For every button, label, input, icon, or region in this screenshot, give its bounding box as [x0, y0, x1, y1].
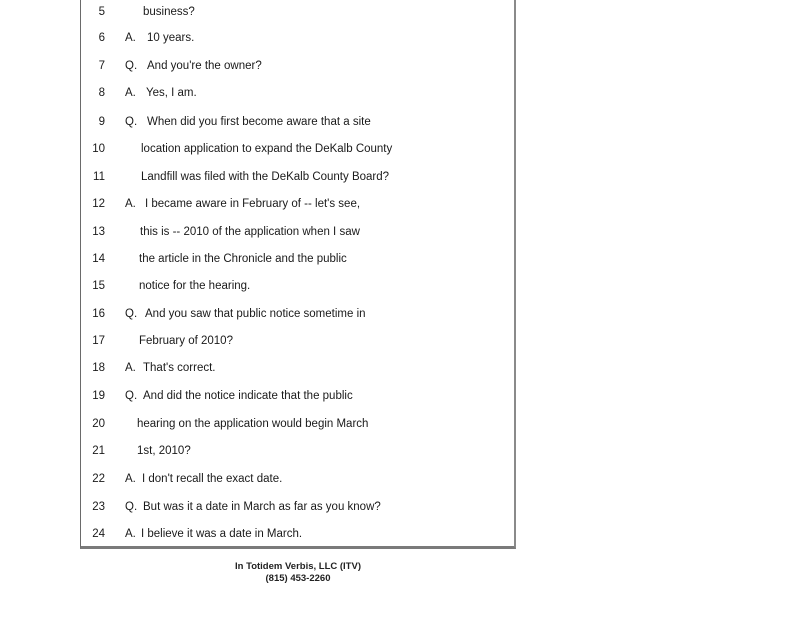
line-text: When did you first become aware that a site: [147, 116, 371, 128]
speaker-label: Q.: [125, 390, 138, 402]
line-text: I don't recall the exact date.: [142, 473, 283, 485]
line-number: 19: [92, 390, 105, 402]
transcript-line: [81, 250, 511, 268]
line-text: Landfill was filed with the DeKalb County Board?: [141, 171, 390, 183]
speaker-label: A.: [125, 87, 136, 99]
speaker-label: Q.: [125, 308, 138, 320]
line-number: 22: [92, 473, 105, 485]
speaker-label: A.: [125, 528, 136, 540]
transcript-line: [81, 305, 511, 323]
line-text: this is -- 2010 of the application when I saw: [140, 226, 360, 238]
line-number: 18: [92, 362, 105, 374]
footer-company: In Totidem Verbis, LLC (ITV): [235, 561, 361, 572]
line-text: location application to expand the DeKalb County: [141, 143, 393, 155]
line-text: But was it a date in March as far as you know?: [143, 501, 381, 513]
speaker-label: Q.: [125, 501, 138, 513]
transcript-line: [81, 332, 511, 350]
line-number: 9: [98, 116, 105, 128]
speaker-label: Q.: [125, 60, 138, 72]
transcript-line: [81, 3, 511, 21]
line-number: 7: [98, 60, 105, 72]
speaker-label: A.: [125, 473, 136, 485]
transcript-line: [81, 57, 511, 75]
line-text: February of 2010?: [139, 335, 233, 347]
transcript-line: [81, 113, 511, 131]
line-text: the article in the Chronicle and the public: [139, 253, 347, 265]
line-text: business?: [143, 6, 195, 18]
line-text: hearing on the application would begin March: [137, 418, 369, 430]
transcript-line: [81, 470, 511, 488]
transcript-line: [81, 168, 511, 186]
line-number: 10: [92, 143, 105, 155]
line-number: 12: [92, 198, 105, 210]
line-number: 24: [92, 528, 105, 540]
line-text: 1st, 2010?: [137, 445, 191, 457]
speaker-label: A.: [125, 32, 136, 44]
speaker-label: A.: [125, 362, 136, 374]
line-number: 21: [92, 445, 105, 457]
transcript-line: [81, 140, 511, 158]
transcript-line: [81, 525, 511, 543]
line-text: notice for the hearing.: [139, 280, 251, 292]
line-number: 15: [92, 280, 105, 292]
line-number: 23: [92, 501, 105, 513]
transcript-page: [80, 0, 516, 549]
transcript-line: [81, 84, 511, 102]
line-number: 14: [92, 253, 105, 265]
line-number: 5: [98, 6, 105, 18]
transcript-line: [81, 223, 511, 241]
transcript-line: [81, 415, 511, 433]
transcript-line: [81, 29, 511, 47]
transcript-line: [81, 442, 511, 460]
line-text: And you're the owner?: [147, 60, 262, 72]
line-number: 13: [92, 226, 105, 238]
transcript-line: [81, 277, 511, 295]
transcript-line: [81, 359, 511, 377]
line-number: 11: [93, 171, 105, 183]
speaker-label: A.: [125, 198, 136, 210]
line-number: 17: [92, 335, 105, 347]
line-text: Yes, I am.: [146, 87, 197, 99]
line-number: 8: [98, 87, 105, 99]
line-text: That's correct.: [143, 362, 216, 374]
line-number: 6: [98, 32, 105, 44]
line-number: 20: [92, 418, 105, 430]
transcript-line: [81, 195, 511, 213]
line-text: And you saw that public notice sometime in: [145, 308, 366, 320]
transcript-line: [81, 387, 511, 405]
line-number: 16: [92, 308, 105, 320]
line-text: I believe it was a date in March.: [141, 528, 303, 540]
line-text: And did the notice indicate that the public: [143, 390, 353, 402]
footer-phone: (815) 453-2260: [265, 573, 331, 584]
line-text: I became aware in February of -- let's see,: [145, 198, 361, 210]
transcript-line: [81, 498, 511, 516]
speaker-label: Q.: [125, 116, 138, 128]
line-text: 10 years.: [147, 32, 195, 44]
footer: [228, 561, 368, 585]
